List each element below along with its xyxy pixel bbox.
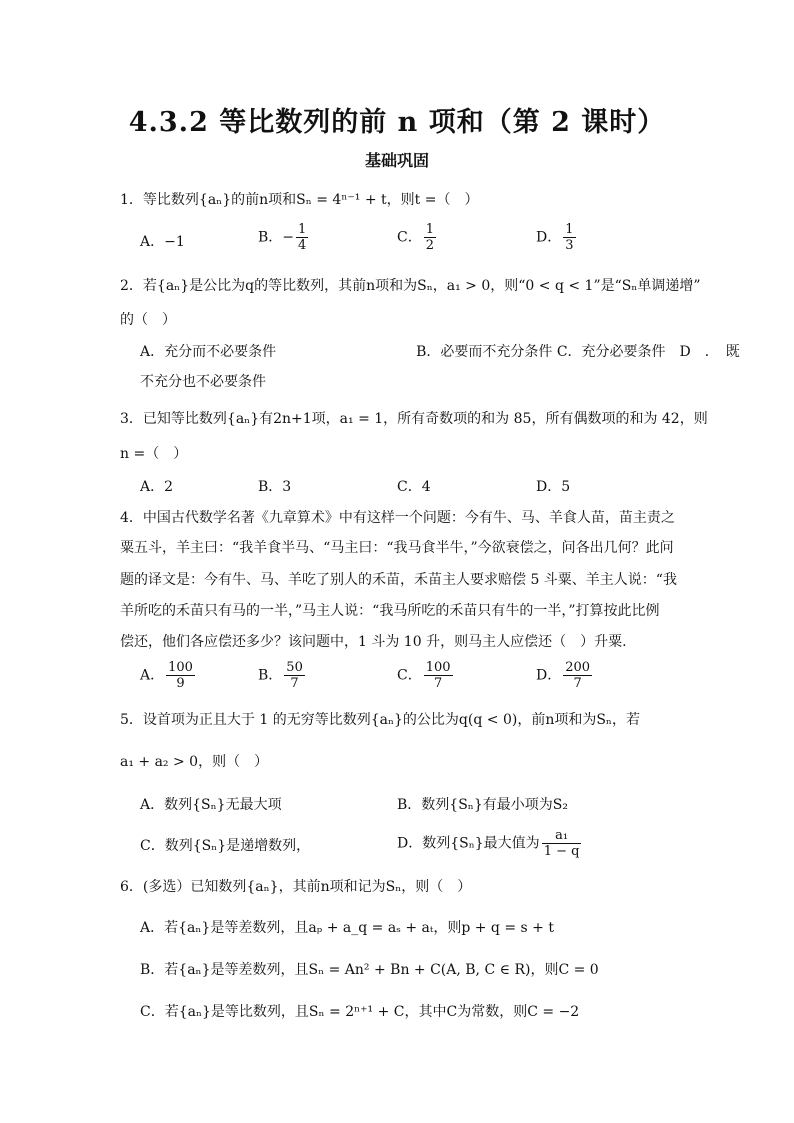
q2-options-line2: 不充分也不必要条件 bbox=[140, 374, 266, 390]
question-5-stem-line2: a₁ + a₂ > 0，则（ ） bbox=[120, 754, 269, 770]
q4-option-b: B． $\frac{50}{7}$ bbox=[258, 660, 303, 691]
q1-option-a: A．−1 bbox=[140, 234, 185, 250]
question-4-line5: 偿还，他们各应偿还多少？该问题中，1 斗为 10 升，则马主人应偿还（ ）升粟. bbox=[120, 634, 627, 650]
q3-option-c: C．4 bbox=[397, 479, 431, 495]
question-3-stem-line1: 3．已知等比数列{aₙ}有2n+1项，a₁ = 1，所有奇数项的和为 85，所有偶数项的和为 42，则 bbox=[120, 411, 708, 427]
q2-options-line1: A．充分而不必要条件 B．必要而不充分条件 C．充分必要条件 D ． 既 bbox=[140, 344, 740, 360]
q5-option-b: B．数列{Sₙ}有最小项为S₂ bbox=[397, 797, 568, 813]
page-title: 4.3.2 等比数列的前 n 项和（第 2 课时） bbox=[128, 107, 666, 138]
question-2-stem-line2: 的（ ） bbox=[120, 312, 176, 328]
q4-option-a: A． $\frac{100}{9}$ bbox=[140, 660, 193, 691]
question-3-stem-line2: n =（ ） bbox=[120, 446, 188, 462]
question-4-line1: 4．中国古代数学名著《九章算术》中有这样一个问题：今有牛、马、羊食人苗，苗主责之 bbox=[120, 510, 675, 526]
q5-option-d: D．数列{Sₙ}最大值为 $\frac{\text{a₁}}{1 - q}$ bbox=[397, 828, 580, 859]
question-4-line4: 羊所吃的禾苗只有马的一半，”马主人说：“我马所吃的禾苗只有牛的一半，”打算按此比例 bbox=[120, 603, 660, 619]
question-6-stem: 6．(多选）已知数列{aₙ}，其前n项和记为Sₙ，则（ ） bbox=[120, 879, 472, 895]
q5-option-c: C．数列{Sₙ}是递增数列， bbox=[140, 838, 311, 854]
q1-option-b: B．− $\frac{1}{4}$ bbox=[258, 222, 307, 253]
q3-option-d: D．5 bbox=[536, 479, 571, 495]
q1-option-c: C． $\frac{1}{2}$ bbox=[397, 222, 434, 253]
q4-option-c: C． $\frac{100}{7}$ bbox=[397, 660, 451, 691]
question-5-stem-line1: 5．设首项为正且大于 1 的无穷等比数列{aₙ}的公比为q(q < 0)，前n项和为Sₙ，若 bbox=[120, 712, 640, 728]
q1-option-d: D． $\frac{1}{3}$ bbox=[536, 222, 574, 253]
q3-option-a: A．2 bbox=[140, 479, 174, 495]
q6-option-b: B．若{aₙ}是等差数列，且Sₙ = An² + Bn + C(A, B, C ∈ R)，则C = 0 bbox=[140, 962, 599, 978]
question-4-line2: 粟五斗，羊主曰：“我羊食半马、“马主曰：“我马食半牛，”今欲衰偿之，问各出几何？此问 bbox=[120, 540, 674, 556]
q4-option-d: D． $\frac{200}{7}$ bbox=[536, 660, 591, 691]
q6-option-c: C．若{aₙ}是等比数列，且Sₙ = 2ⁿ⁺¹ + C，其中C为常数，则C = −2 bbox=[140, 1004, 580, 1020]
question-1-stem: 1．等比数列{aₙ}的前n项和Sₙ = 4ⁿ⁻¹ + t，则t =（ ） bbox=[120, 192, 479, 208]
q5-option-a: A．数列{Sₙ}无最大项 bbox=[140, 797, 282, 813]
q3-option-b: B．3 bbox=[258, 479, 292, 495]
question-2-stem-line1: 2．若{aₙ}是公比为q的等比数列，其前n项和为Sₙ，a₁ > 0，则“0 < q < 1”是“Sₙ单调递增” bbox=[120, 278, 701, 294]
section-heading: 基础巩固 bbox=[364, 151, 429, 170]
q6-option-a: A．若{aₙ}是等差数列，且aₚ + a_q = aₛ + aₜ，则p + q = s + t bbox=[140, 920, 554, 936]
question-4-line3: 题的译文是：今有牛、马、羊吃了别人的禾苗，禾苗主人要求赔偿 5 斗粟、羊主人说：“我 bbox=[120, 572, 677, 588]
